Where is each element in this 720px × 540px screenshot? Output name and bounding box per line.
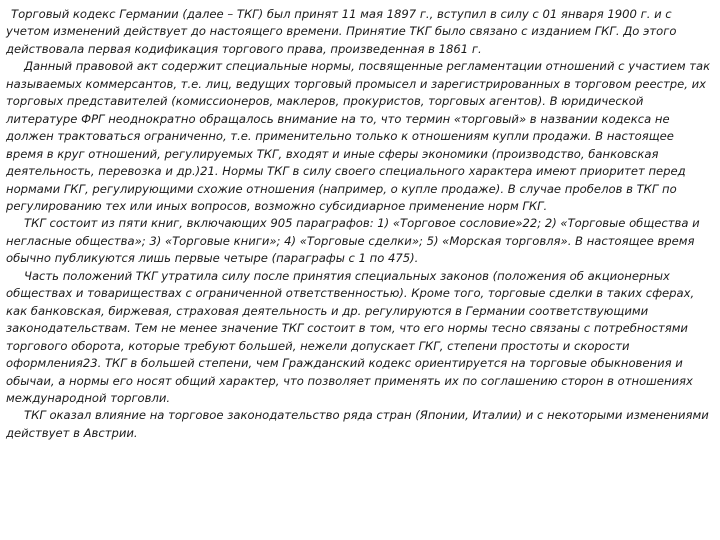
paragraph-influence: ТКГ оказал влияние на торговое законодательство ряда стран (Японии, Италии) и с некоторыми изменениями действует в Австрии.	[6, 408, 709, 440]
paragraph-structure: ТКГ состоит из пяти книг, включающих 905 параграфов: 1) «Торговое сословие»22; 2) «Торговые общества и негласные общества»; 3) «Торговые книги»; 4) «Торговые сделки»; 5) «Морская торговля». В настоящее время обычно публикуются лишь первые четыре (параграфы с 1 по 475).	[6, 216, 700, 266]
paragraph-scope: Данный правовой акт содержит специальные нормы, посвященные регламентации отношений с участием так называемых коммерсантов, т.е. лиц, ведущих торговый промысел и зарегистрированных в торговом реестре, их торговых представителей (комиссионеров, маклеров, прокуристов, торговых агентов). В юридической литературе ФРГ неоднократно обращалось внимание на то, что термин «торговый» в названии кодекса не должен трактоваться ограниченно, т.е. применительно только к отношениям купли продажи. В настоящее время в круг отношений, регулируемых ТКГ, входят и иные сферы экономики (производство, банковская деятельность, перевозка и др.)21. Нормы ТКГ в силу своего специального характера имеют приоритет перед нормами ГКГ, регулирующими схожие отношения (например, о купле продаже). В случае пробелов в ТКГ по регулированию тех или иных вопросов, возможно субсидиарное применение норм ГКГ.	[6, 59, 711, 213]
document-body	[6, 6, 712, 442]
paragraph-adoption: Торговый кодекс Германии (далее – ТКГ) был принят 11 мая 1897 г., вступил в силу с 01 января 1900 г. и с учетом изменений действует до настоящего времени. Принятие ТКГ было связано с изданием ГКГ. До этого действовала первая кодификация торгового права, произведенная в 1861 г.	[6, 7, 677, 56]
paragraph-significance: Часть положений ТКГ утратила силу после принятия специальных законов (положения об акционерных обществах и товариществах с ограниченной ответственностью). Кроме того, торговые сделки в таких сферах, как банковская, биржевая, страховая деятельность и др. регулируются в Германии соответствующими законодательствам. Тем не менее значение ТКГ состоит в том, что его нормы тесно связаны с потребностями торгового оборота, которые требуют большей, нежели допускает ГКГ, степени простоты и скорости оформления23. ТКГ в большей степени, чем Гражданский кодекс ориентируется на торговые обыкновения и обычаи, а нормы его носят общий характер, что позволяет применять их по соглашению сторон в отношениях международной торговли.	[6, 268, 695, 405]
